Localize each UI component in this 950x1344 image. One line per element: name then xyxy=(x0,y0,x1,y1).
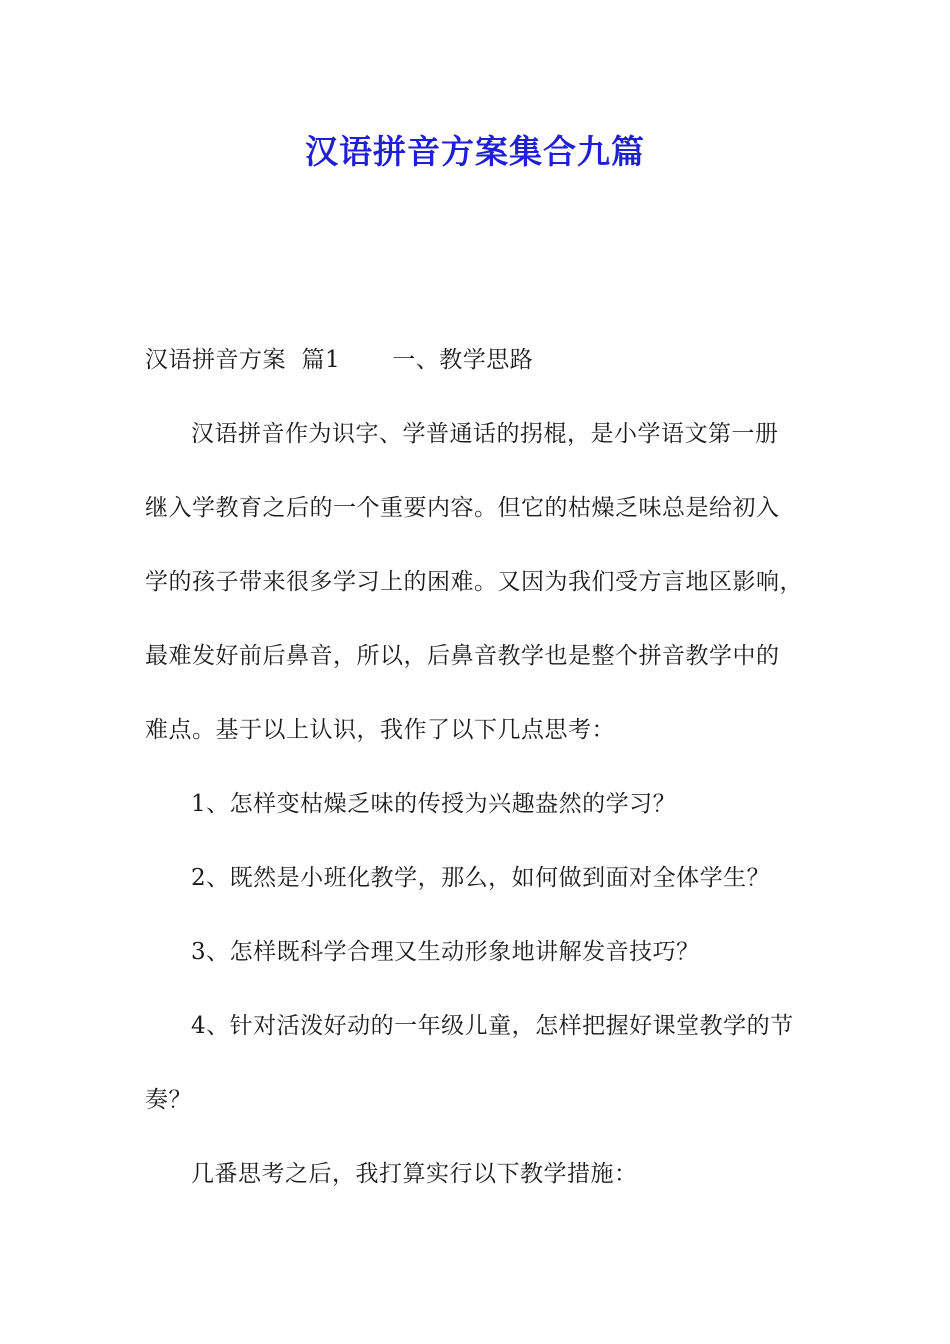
question-4: 4、针对活泼好动的一年级儿童，怎样把握好课堂教学的节 xyxy=(191,1013,794,1039)
document-body xyxy=(145,338,825,1226)
question-3: 3、怎样既科学合理又生动形象地讲解发音技巧？ xyxy=(191,939,700,965)
paragraph-line-4: 最难发好前后鼻音，所以，后鼻音教学也是整个拼音教学中的 xyxy=(145,643,780,669)
paragraph-line-3: 学的孩子带来很多学习上的困难。又因为我们受方言地区影响， xyxy=(145,569,803,595)
paragraph-line-5: 难点。基于以上认识，我作了以下几点思考： xyxy=(145,717,615,743)
question-1: 1、怎样变枯燥乏味的传授为兴趣盎然的学习？ xyxy=(191,791,677,817)
document-title: 汉语拼音方案集合九篇 xyxy=(305,132,645,171)
section-subheading: 一、教学思路 xyxy=(392,347,534,373)
question-4-continued: 奏？ xyxy=(145,1087,192,1113)
closing-line: 几番思考之后，我打算实行以下教学措施： xyxy=(191,1161,638,1187)
question-2: 2、既然是小班化教学，那么，如何做到面对全体学生？ xyxy=(191,865,771,891)
section-heading-line xyxy=(145,338,825,383)
paragraph-line-2: 继入学教育之后的一个重要内容。但它的枯燥乏味总是给初入 xyxy=(145,495,780,521)
section-label: 汉语拼音方案 篇1 xyxy=(145,347,341,373)
paragraph-line-1: 汉语拼音作为识字、学普通话的拐棍，是小学语文第一册 xyxy=(191,421,779,447)
